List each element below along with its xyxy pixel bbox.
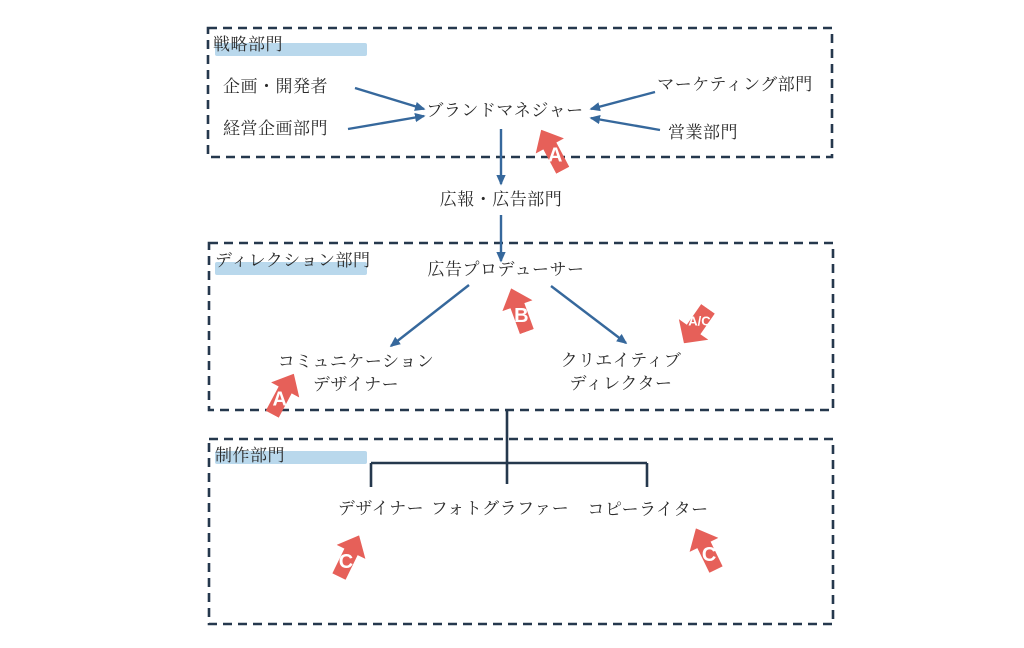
- node-ad-producer: 広告プロデューサー: [427, 260, 585, 279]
- production-section-label: 制作部門: [215, 446, 285, 465]
- node-creative-director-line2: ディレクター: [569, 374, 673, 393]
- node-photographer: フォトグラファー: [430, 499, 570, 518]
- node-sales: 営業部門: [668, 123, 738, 142]
- node-marketing: マーケティング部門: [657, 75, 813, 94]
- annotation-label-a2: A: [272, 388, 287, 411]
- connector-producer-to-communication-designer: [391, 285, 469, 346]
- annotation-label-c2: C: [701, 544, 717, 567]
- node-creative-director: [561, 349, 682, 395]
- annotation-label-b: B: [514, 305, 529, 328]
- direction-section-label: ディレクション部門: [215, 251, 371, 270]
- node-planner: 企画・開発者: [223, 77, 328, 96]
- annotation-label-ac: A/C: [688, 313, 711, 329]
- annotation-label-a: A: [548, 144, 563, 167]
- connector-producer-to-creative-director: [551, 286, 626, 343]
- annotation-label-c1: C: [338, 551, 354, 574]
- node-corporate-planning: 経営企画部門: [223, 119, 328, 138]
- connector-planner-to-brand-manager: [355, 88, 424, 109]
- strategy-section-label: 戦略部門: [213, 35, 283, 54]
- node-communication-designer-line1: コミュニケーション: [277, 352, 435, 371]
- node-designer: デザイナー: [337, 499, 425, 518]
- node-pr-advertising: 広報・広告部門: [439, 190, 563, 209]
- connector-sales-to-brand-manager: [591, 118, 660, 130]
- production-section-box: [209, 439, 833, 624]
- node-creative-director-line1: クリエイティブ: [560, 351, 682, 370]
- connector-corporate-planning-to-brand-manager: [348, 116, 424, 129]
- node-copywriter: コピーライター: [587, 500, 709, 519]
- node-communication-designer-line2: デザイナー: [312, 375, 400, 394]
- node-brand-manager: ブランドマネジャー: [426, 101, 584, 120]
- connector-marketing-to-brand-manager: [591, 92, 655, 109]
